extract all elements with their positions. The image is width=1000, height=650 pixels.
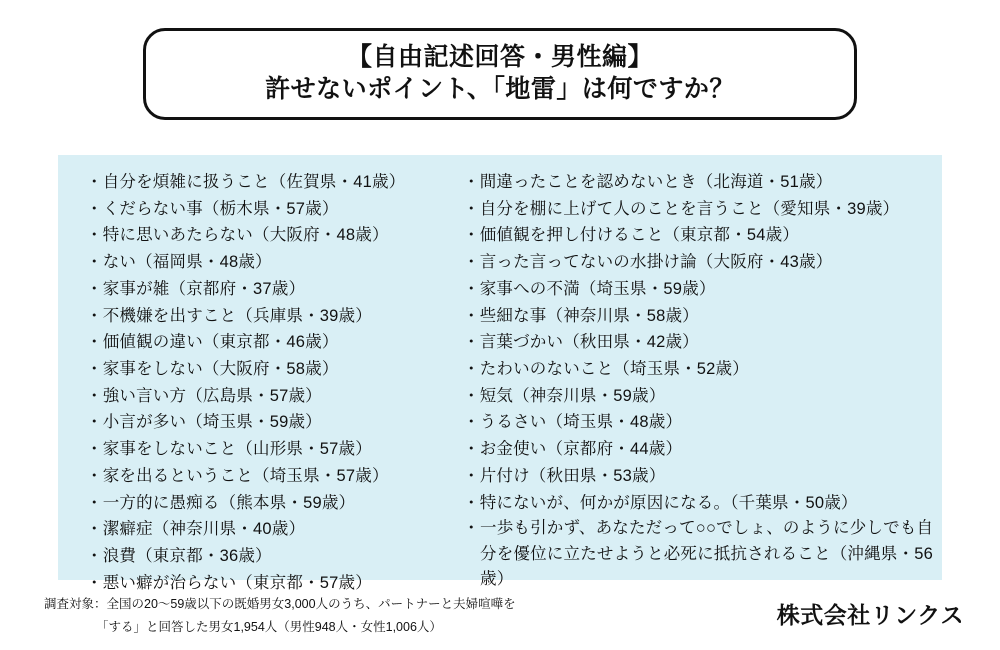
list-item: ・言葉づかい（秋田県・42歳） [463,333,699,352]
list-item: ・ない（福岡県・48歳） [86,253,272,272]
footnote-line-2: 「する」と回答した男女1,954人（男性948人・女性1,006人） [96,620,442,635]
list-item-text: 一歩も引かず、あなただって○○でしょ、のように少しでも自分を優位に立たせようと必死に抵抗されること（沖縄県・56歳） [480,519,934,589]
list-item: ・自分を煩雑に扱うこと（佐賀県・41歳） [86,173,406,191]
list-item: ・悪い癖が治らない（東京都・57歳） [86,573,372,592]
list-item: ・特に思いあたらない（大阪府・48歳） [86,226,389,245]
list-item: ・一方的に愚痴る（熊本県・59歳） [86,493,356,512]
list-item: ・間違ったことを認めないとき（北海道・51歳） [463,173,833,191]
list-item: ・家事への不満（埼玉県・59歳） [463,279,716,298]
list-item: ・うるさい（埼玉県・48歳） [463,413,683,432]
list-item: ・浪費（東京都・36歳） [86,547,272,566]
list-item: ・家を出るということ（埼玉県・57歳） [86,466,389,485]
answers-list-left [86,169,453,597]
list-item: ・お金使い（京都府・44歳） [463,440,683,459]
list-item: ・たわいのないこと（埼玉県・52歳） [463,360,749,379]
bullet-mark: ・ [463,519,480,538]
list-item: ・些細な事（神奈川県・58歳） [463,306,699,325]
list-item: ・家事が雑（京都府・37歳） [86,279,306,298]
list-item: ・くだらない事（栃木県・57歳） [86,199,339,218]
company-logo-text: 株式会社リンクス [776,602,964,628]
answers-column-right [453,169,942,589]
list-item: ・家事をしないこと（山形県・57歳） [86,440,372,459]
list-item: ・自分を棚に上げて人のことを言うこと（愛知県・39歳） [463,199,900,218]
list-item: ・特にないが、何かが原因になる。（千葉県・50歳） [463,493,858,512]
list-item [463,516,942,593]
answers-column-left [58,169,453,592]
list-item: ・価値観の違い（東京都・46歳） [86,333,339,352]
list-item: ・小言が多い（埼玉県・59歳） [86,413,322,432]
list-item: ・不機嫌を出すこと（兵庫県・39歳） [86,306,372,325]
footnote [44,593,684,639]
list-item: ・強い言い方（広島県・57歳） [86,386,322,405]
list-item: ・家事をしない（大阪府・58歳） [86,360,339,379]
list-item: ・価値観を押し付けること（東京都・54歳） [463,226,800,245]
list-item: ・潔癖症（神奈川県・40歳） [86,520,306,539]
footnote-line-1: 調査対象：全国の20〜59歳以下の既婚男女3,000人のうち、パートナーと夫婦喧嘩を [44,597,516,611]
answers-panel [58,155,942,592]
list-item: ・片付け（秋田県・53歳） [463,466,666,485]
list-item: ・言った言ってないの水掛け論（大阪府・43歳） [463,253,833,272]
list-item: ・短気（神奈川県・59歳） [463,386,666,405]
title-line-2: 許せないポイント、「地雷」は何ですか？ [265,74,735,103]
answers-list-right [463,169,942,593]
title-box [143,28,857,120]
title-line-1: 【自由記述回答・男性編】 [346,42,653,71]
